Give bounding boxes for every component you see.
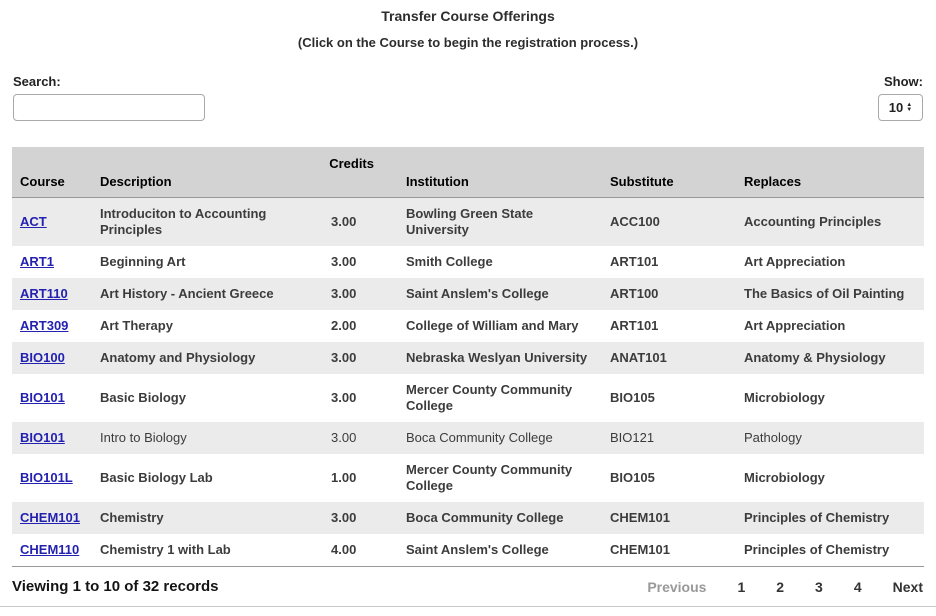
course-cell [12,534,92,567]
institution-cell: Saint Anslem's College [398,278,602,310]
replaces-cell: Microbiology [744,389,825,405]
course-link[interactable]: ART110 [20,285,68,301]
records-summary: Viewing 1 to 10 of 32 records [12,578,219,595]
course-link[interactable]: ACT [20,213,47,229]
page-subtitle: (Click on the Course to begin the registration process.) [297,35,639,50]
institution-cell: Nebraska Weslyan University [398,342,602,374]
column-header-replaces: Replaces [736,147,924,197]
substitute-cell: ART100 [602,278,736,310]
select-spinner-icon: ▲ ▼ [906,101,913,113]
institution-cell: Bowling Green State University [398,197,602,246]
course-cell [12,310,92,342]
table-row [12,534,924,567]
course-cell [12,197,92,246]
course-cell [12,246,92,278]
table-row [12,374,924,422]
substitute-cell: BIO105 [610,389,655,405]
substitute-cell: CHEM101 [602,502,736,534]
description-cell: Art History - Ancient Greece [92,278,320,310]
search-input[interactable] [13,94,205,121]
table-body [12,197,924,566]
substitute-cell: ART101 [610,317,659,333]
credits-cell: 1.00 [331,469,357,485]
replaces-cell: Principles of Chemistry [736,502,924,534]
search-label: Search: [13,74,61,89]
course-cell [12,342,92,374]
table-row [12,342,924,374]
pagination-page-4[interactable]: 4 [853,578,862,595]
substitute-cell: CHEM101 [602,534,736,567]
credits-cell: 3.00 [331,253,357,269]
description-cell: Basic Biology Lab [100,469,213,485]
credits-cell: 3.00 [320,342,398,374]
institution-cell: Smith College [406,253,493,269]
institution-cell: Boca Community College [398,502,602,534]
description-cell: Chemistry 1 with Lab [92,534,320,567]
pagination-page-1[interactable]: 1 [737,578,746,595]
table-footer [12,570,923,604]
credits-cell: 4.00 [320,534,398,567]
show-label: Show: [884,74,923,89]
show-entries-value: 10 [888,100,904,115]
description-cell: Chemistry [92,502,320,534]
table-row [12,246,924,278]
institution-cell: Mercer County Community College [406,381,573,413]
replaces-cell: Art Appreciation [744,317,846,333]
column-header-institution: Institution [398,147,602,197]
replaces-cell: The Basics of Oil Painting [736,278,924,310]
pagination-pages [737,579,861,595]
credits-cell: 2.00 [331,317,357,333]
substitute-cell: ACC100 [602,197,736,246]
course-cell [12,374,92,422]
course-cell [12,278,92,310]
description-cell: Introduciton to Accounting Principles [92,197,320,246]
institution-cell: Mercer County Community College [406,461,573,493]
substitute-cell: ANAT101 [602,342,736,374]
substitute-cell: BIO121 [602,422,736,454]
credits-cell: 3.00 [320,197,398,246]
page-title: Transfer Course Offerings [381,8,555,24]
pagination-next[interactable]: Next [892,578,923,595]
show-block [878,74,923,121]
transfer-courses-table [12,147,924,567]
pagination-page-2[interactable]: 2 [776,578,785,595]
replaces-cell: Microbiology [744,469,825,485]
table-row [12,502,924,534]
pagination [647,579,923,595]
table-controls [13,74,923,121]
pagination-page-3[interactable]: 3 [815,578,823,595]
course-link[interactable]: BIO101 [20,429,65,445]
column-header-credits: Credits [320,147,398,197]
course-link[interactable]: BIO101 [20,389,65,405]
table-row [12,197,924,246]
institution-cell: Boca Community College [398,422,602,454]
replaces-cell: Principles of Chemistry [736,534,924,567]
institution-cell: College of William and Mary [406,317,579,333]
pagination-previous[interactable]: Previous [647,578,707,595]
replaces-cell: Anatomy & Physiology [736,342,924,374]
replaces-cell: Art Appreciation [744,253,846,269]
course-link[interactable]: BIO100 [20,349,65,365]
description-cell: Intro to Biology [92,422,320,454]
credits-cell: 3.00 [331,389,357,405]
institution-cell: Saint Anslem's College [398,534,602,567]
course-cell [12,502,92,534]
search-block [13,74,205,121]
replaces-cell: Accounting Principles [736,197,924,246]
column-header-description: Description [92,147,320,197]
description-cell: Basic Biology [100,389,186,405]
table-header-row [12,147,924,197]
replaces-cell: Pathology [736,422,924,454]
credits-cell: 3.00 [320,422,398,454]
bottom-divider [0,606,936,607]
substitute-cell: BIO105 [610,469,655,485]
course-link[interactable]: CHEM110 [20,541,80,557]
description-cell: Anatomy and Physiology [92,342,320,374]
credits-cell: 3.00 [320,278,398,310]
substitute-cell: ART101 [610,253,659,269]
course-cell [12,422,92,454]
show-entries-select[interactable] [878,94,923,121]
course-link[interactable]: ART1 [20,253,54,269]
column-header-course: Course [12,147,92,197]
description-cell: Beginning Art [100,253,186,269]
table-row [12,310,924,342]
course-link[interactable]: ART309 [20,317,69,333]
table-row [12,454,924,502]
credits-cell: 3.00 [320,502,398,534]
description-cell: Art Therapy [100,317,173,333]
column-header-substitute: Substitute [602,147,736,197]
course-cell [12,454,92,502]
table-row [12,422,924,454]
course-link[interactable]: CHEM101 [20,509,80,525]
course-link[interactable]: BIO101L [20,469,73,485]
table-row [12,278,924,310]
transfer-course-offerings-page [0,8,936,616]
